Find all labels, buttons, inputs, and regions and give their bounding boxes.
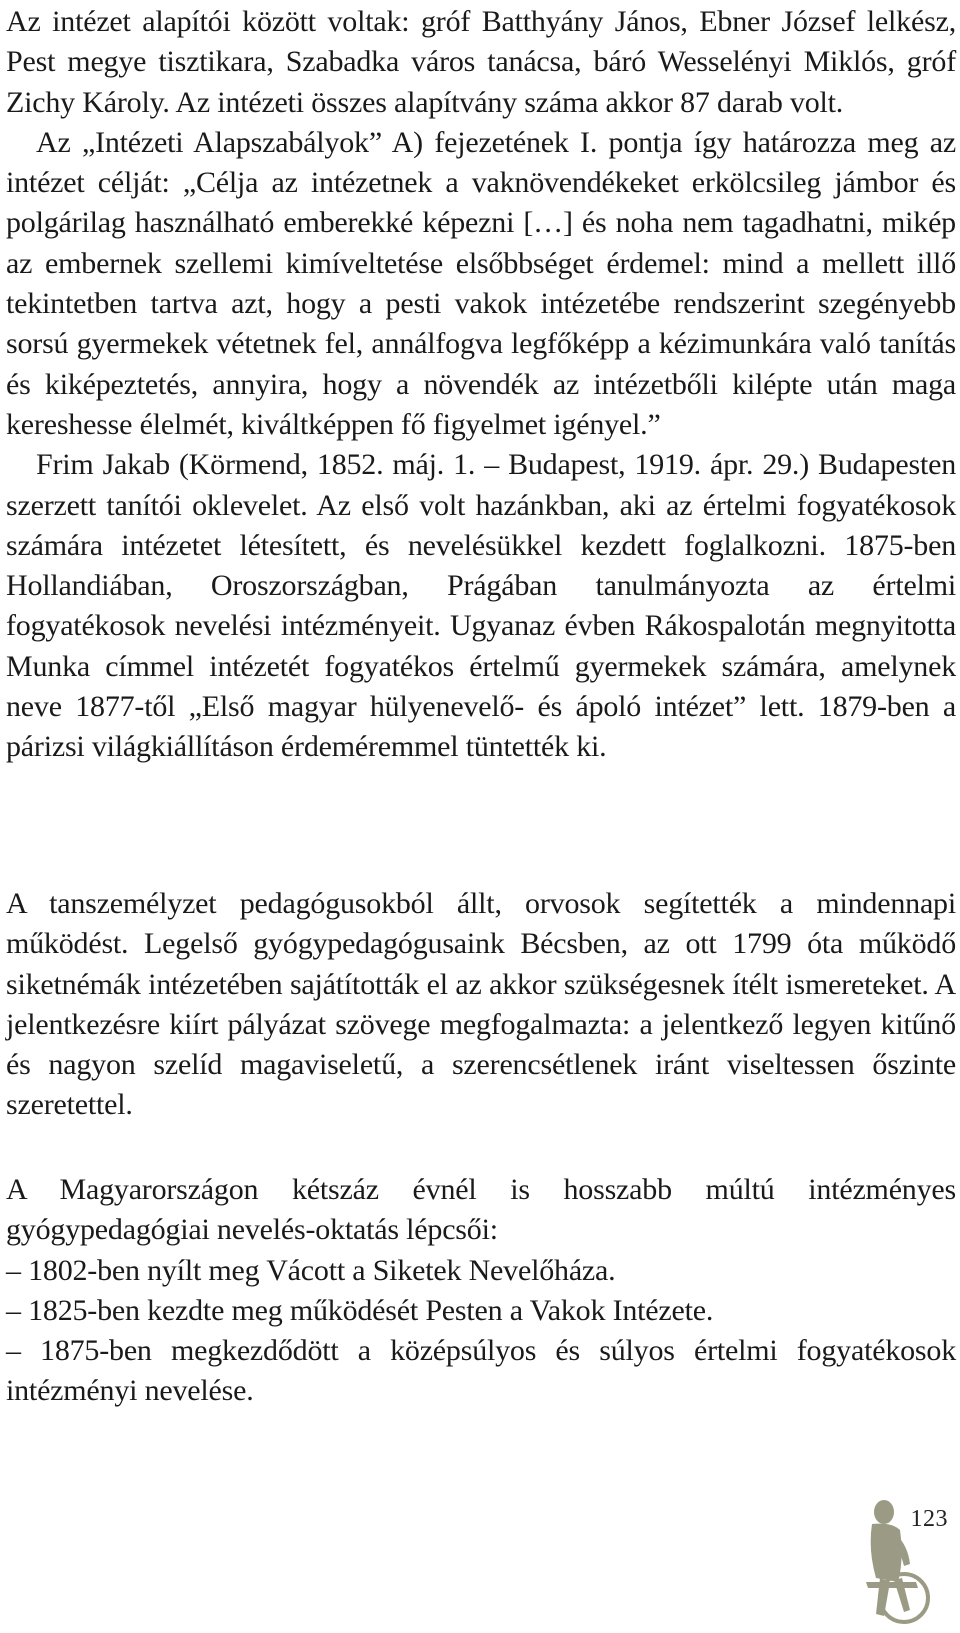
list-item: – 1875-ben megkezdődött a középsúlyos és súlyos értelmi fogyatékosok intézményi nevelése. (6, 1334, 956, 1408)
page-number: 123 (910, 1506, 948, 1532)
list-item: – 1825-ben kezdte meg működését Pesten a Vakok Intézete. (6, 1293, 714, 1327)
text-block-2 (6, 884, 956, 1126)
text-block-3 (6, 1170, 956, 1412)
paragraph-staff: A tanszemélyzet pedagógusokból állt, orvosok segítették a mindennapi működést. Legelső gyógypedagógusaink Bécsben, az ott 1799 óta működő siketnémák intézetében sajátították el az akkor szükségesnek ítélt ismereteket. A jelentkezésre kiírt pályázat szövege megfogalmazta: a jelentkező legyen kitűnő és nagyon szelíd magaviseletű, a szerencsétlenek iránt viseltessen őszinte szeretettel. (6, 887, 956, 1122)
text-block-1 (6, 2, 956, 768)
paragraph-frim-jakab: Frim Jakab (Körmend, 1852. máj. 1. – Budapest, 1919. ápr. 29.) Budapesten szerzett tanítói oklevelet. Az első volt hazánkban, aki az értelmi fogyatékosok számára intézetet létesített, és nevelésükkel kezdett foglalkozni. 1875-ben Hollandiában, Oroszországban, Prágában tanulmányozta az értelmi fogyatékosok nevelési intézményeit. Ugyanaz évben Rákospalotán megnyitotta Munka címmel intézetét fogyatékos értelmű gyermekek számára, amelynek neve 1877-től „Első magyar hülyenevelő- és ápoló intézet” lett. 1879-ben a párizsi világkiállításon érdeméremmel tüntették ki. (6, 448, 956, 764)
paragraph-history-intro: A Magyarországon kétszáz évnél is hosszabb múltú intézményes gyógypedagógiai nevelés-oktatás lépcsői: (6, 1173, 956, 1247)
page (6, 0, 958, 1633)
paragraph-bylaws: Az „Intézeti Alapszabályok” A) fejezetének I. pontja így határozza meg az intézet célját: „Célja az intézetnek a vaknövendékeket erkölcsileg jámbor és polgárilag használható emberekké képezni […] és noha nem tagadhatni, mikép az embernek szellemi kimíveltetése elsőbbséget érdemel: mind a mellett illő tekintetben tartva azt, hogy a pesti vakok intézetébe rendszerint szegényebb sorsú gyermekek vétetnek fel, annálfogva legfőképp a kézimunkára való tanítás és kiképeztetés, annyira, hogy a növendék az intézetbőli kilépte után maga kereshesse élelmét, kiváltképpen fő figyelmet igényel.” (6, 125, 956, 441)
list-item: – 1802-ben nyílt meg Vácott a Siketek Nevelőháza. (6, 1253, 616, 1287)
paragraph-founders: Az intézet alapítói között voltak: gróf Batthyány János, Ebner József lelkész, Pest megye tisztikara, Szabadka város tanácsa, báró Wesselényi Miklós, gróf Zichy Károly. Az intézeti összes alapítvány száma akkor 87 darab volt. (6, 5, 956, 119)
